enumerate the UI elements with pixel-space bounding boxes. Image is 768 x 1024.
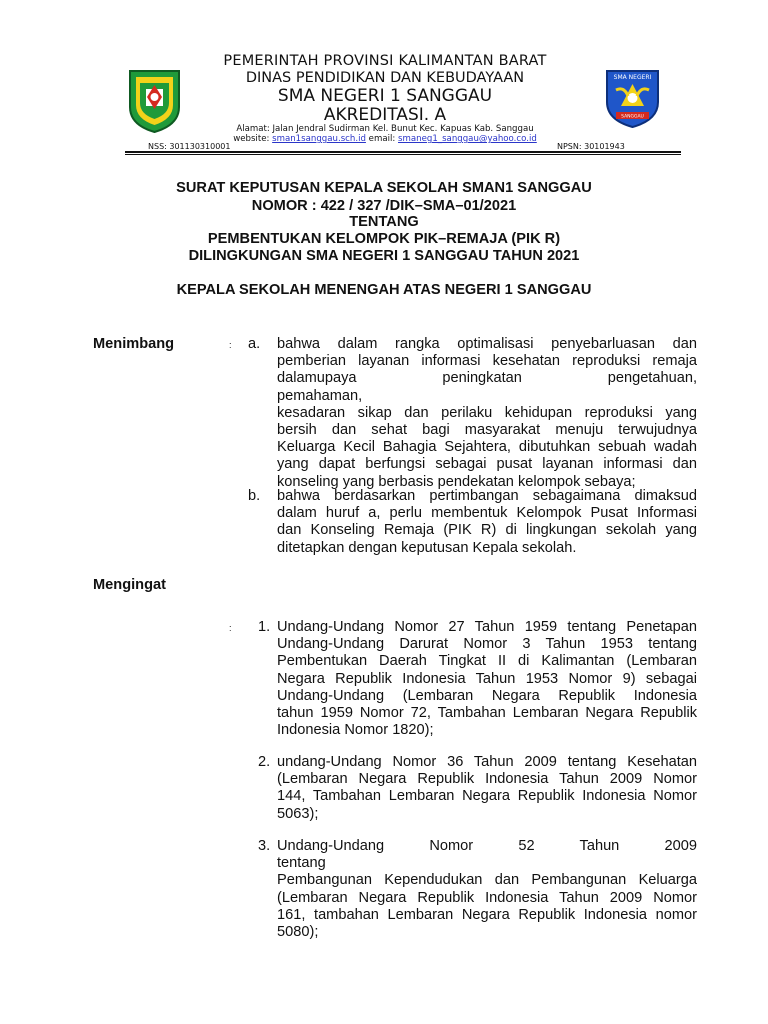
text-line: Negara Republik Indonesia Tahun 1953 Nomor 9) sebagai (277, 670, 697, 687)
text-line: (Lembaran Negara Republik Indonesia Tahun 2009 Nomor (277, 889, 697, 906)
menimbang-item-b (277, 488, 697, 557)
text-line: bahwa dalam rangka optimalisasi penyebarluasan dan (277, 336, 697, 352)
mengingat-marker-2: 2. (258, 754, 271, 770)
school-crest-logo (604, 68, 661, 129)
email-label: email: (368, 134, 396, 144)
letterhead-divider-thin (125, 154, 681, 155)
section-label-mengingat: Mengingat (93, 577, 166, 593)
text-line: Keluarga Kecil Bahagia Sejahtera, dibutuhkan sebuah wadah (277, 439, 697, 456)
website-label: website: (233, 134, 270, 144)
mengingat-item-1 (277, 619, 697, 739)
menimbang-item-a (277, 336, 697, 491)
section-label-menimbang: Menimbang (93, 336, 175, 352)
menimbang-colon: : (229, 340, 232, 350)
npsn-number: NPSN: 30101943 (557, 142, 625, 151)
mengingat-item-2 (277, 754, 697, 823)
mengingat-colon: : (229, 623, 232, 633)
nss-number: NSS: 301130310001 (148, 142, 231, 151)
text-line: Undang-Undang Darurat Nomor 3 Tahun 1953 tentang (277, 636, 697, 653)
menimbang-marker-a: a. (248, 336, 261, 352)
text-line: dalamupaya peningkatan pengetahuan, pemahaman, (277, 370, 697, 404)
mengingat-marker-1: 1. (258, 619, 271, 635)
mengingat-item-3 (277, 838, 697, 941)
letterhead-divider (125, 151, 681, 153)
decree-title: SURAT KEPUTUSAN KEPALA SEKOLAH SMAN1 SANGGAU (176, 180, 592, 196)
text-line: 161, tambahan Lembaran Negara Republik Indonesia nomor (277, 906, 697, 923)
letterhead-school-name: SMA NEGERI 1 SANGGAU (277, 86, 493, 106)
letterhead-department: DINAS PENDIDIKAN DAN KEBUDAYAAN (245, 70, 525, 86)
text-line: tahun 1959 Nomor 72, Tambahan Lembaran Negara Republik (277, 705, 697, 722)
text-line: Pembentukan Daerah Tingkat II di Kalimantan (Lembaran (277, 653, 697, 670)
text-line: Indonesia Nomor 1820); (277, 722, 434, 739)
text-line: dalam huruf a, perlu membentuk Kelompok Pusat Informasi (277, 505, 697, 522)
decree-issuer: KEPALA SEKOLAH MENENGAH ATAS NEGERI 1 SANGGAU (176, 282, 592, 298)
text-line: kesadaran sikap dan perilaku kehidupan reproduksi yang (277, 404, 697, 421)
text-line: 5063); (277, 805, 319, 822)
decree-about: TENTANG (349, 214, 419, 230)
decree-number: NOMOR : 422 / 327 /DIK–SMA–01/2021 (251, 198, 517, 214)
decree-subject-scope: DILINGKUNGAN SMA NEGERI 1 SANGGAU TAHUN 2021 (188, 248, 580, 264)
text-line: bahwa berdasarkan pertimbangan sebagaimana dimaksud (277, 488, 697, 504)
text-line: yang dapat berfungsi sebagai pusat layanan informasi dan (277, 456, 697, 473)
email-link[interactable]: smaneg1_sanggau@yahoo.co.id (398, 134, 537, 144)
text-line: konseling yang berbasis pendekatan kelompok sebaya; (277, 473, 636, 490)
menimbang-marker-b: b. (248, 488, 261, 504)
text-line: (Lembaran Negara Republik Indonesia Tahun 2009 Nomor (277, 771, 697, 788)
website-link[interactable]: sman1sanggau.sch.id (272, 134, 366, 144)
text-line: Undang-Undang Nomor 27 Tahun 1959 tentang Penetapan (277, 619, 697, 635)
crest-banner-text: SANGGAU (621, 114, 644, 120)
crest-top-text: SMA NEGERI (613, 74, 652, 81)
text-line: undang-Undang Nomor 36 Tahun 2009 tentang Kesehatan (277, 754, 697, 770)
text-line: bersih dan sehat bagi masyarakat menuju terwujudnya (277, 422, 697, 439)
letterhead-accreditation: AKREDITASI. A (323, 105, 447, 125)
text-line: Pembangunan Kependudukan dan Pembangunan Keluarga (277, 872, 697, 889)
text-line: Undang-Undang Nomor 52 Tahun 2009 tentang (277, 838, 697, 872)
mengingat-marker-3: 3. (258, 838, 271, 854)
text-line: pemberian layanan informasi kesehatan reproduksi remaja (277, 353, 697, 370)
decree-subject: PEMBENTUKAN KELOMPOK PIK–REMAJA (PIK R) (207, 231, 561, 247)
letterhead-address: Alamat: Jalan Jendral Sudirman Kel. Bunut Kec. Kapuas Kab. Sanggau (236, 124, 534, 134)
text-line: 5080); (277, 924, 319, 941)
text-line: dan Konseling Remaja (PIK R) di lingkungan sekolah yang (277, 522, 697, 539)
text-line: ditetapkan dengan keputusan Kepala sekolah. (277, 539, 577, 556)
text-line: Undang-Undang (Lembaran Negara Republik Indonesia (277, 687, 697, 704)
text-line: 144, Tambahan Lembaran Negara Republik Indonesia Nomor (277, 788, 697, 805)
letterhead-province: PEMERINTAH PROVINSI KALIMANTAN BARAT (223, 53, 547, 69)
